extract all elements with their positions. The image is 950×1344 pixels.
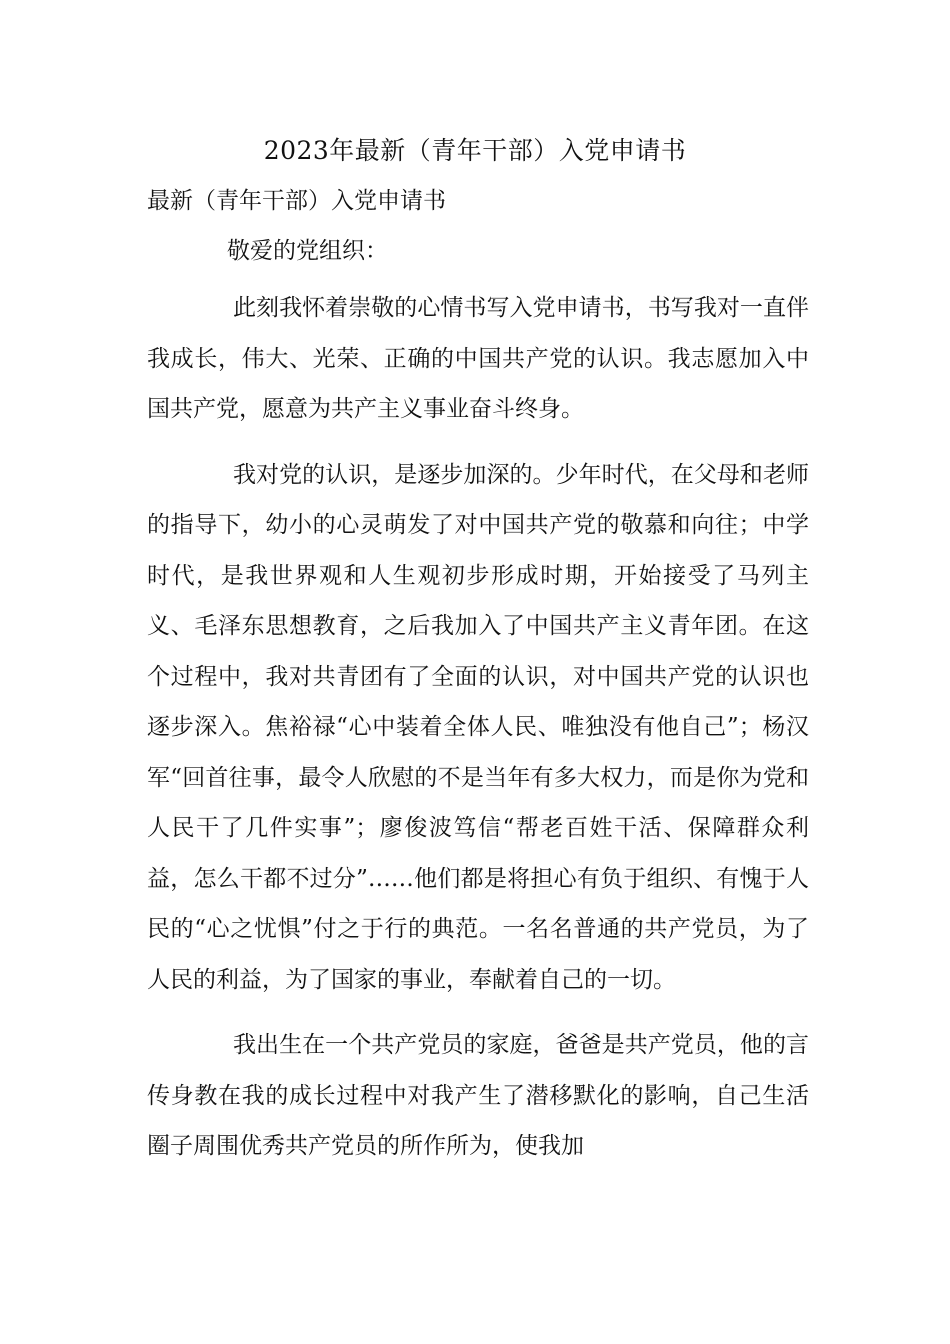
paragraph-2: 我对党的认识，是逐步加深的。少年时代，在父母和老师的指导下，幼小的心灵萌发了对中国共产党的敬慕和向往；中学时代，是我世界观和人生观初步形成时期，开始接受了马列主义、毛泽东思想教育，之后我加入了中国共产主义青年团。在这个过程中，我对共青团有了全面的认识，对中国共产党的认识也逐步深入。焦裕禄“心中装着全体人民、唯独没有他自己”；杨汉军“回首往事，最令人欣慰的不是当年有多大权力，而是你为党和人民干了几件实事”；廖俊波笃信“帮老百姓干活、保障群众利益，怎么干都不过分”……他们都是将担心有负于组织、有愧于人民的“心之忧惧”付之于行的典范。一名名普通的共产党员，为了人民的利益，为了国家的事业，奉献着自己的一切。	[147, 461, 809, 993]
document-title: 2023年最新（青年干部）入党申请书	[263, 136, 687, 165]
salutation: 敬爱的党组织：	[227, 238, 388, 264]
paragraph-3: 我出生在一个共产党员的家庭，爸爸是共产党员，他的言传身教在我的成长过程中对我产生了潜移默化的影响，自己生活圈子周围优秀共产党员的所作所为，使我加	[147, 1032, 809, 1159]
document-subtitle: 最新（青年干部）入党申请书	[147, 188, 446, 214]
document-body	[147, 283, 809, 1172]
paragraph-1: 此刻我怀着崇敬的心情书写入党申请书，书写我对一直伴我成长，伟大、光荣、正确的中国共产党的认识。我志愿加入中国共产党，愿意为共产主义事业奋斗终身。	[147, 295, 809, 422]
